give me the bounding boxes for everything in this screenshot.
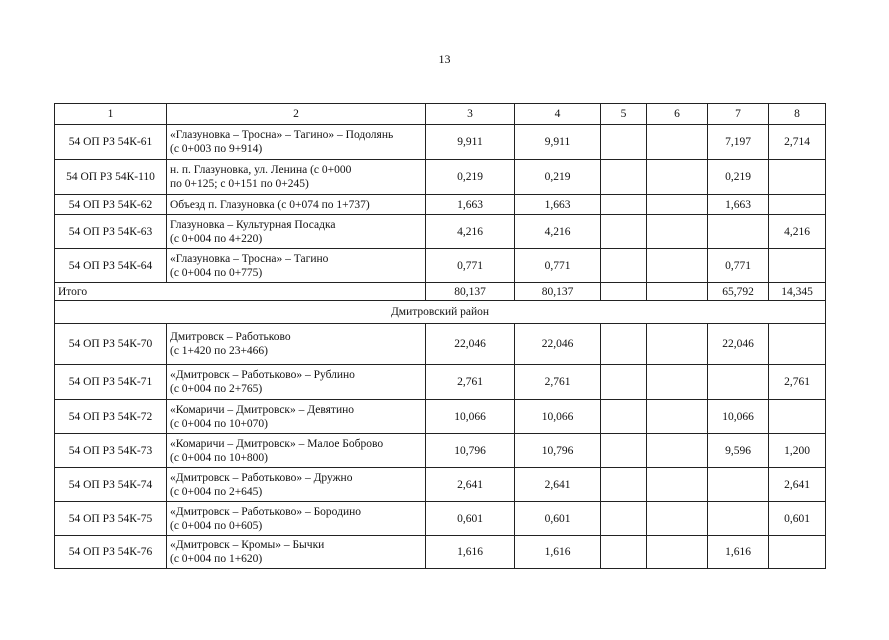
table-row <box>55 215 826 249</box>
road-name-line: «Дмитровск – Кромы» – Бычки <box>170 539 325 551</box>
road-name <box>167 125 426 160</box>
road-name-line: (с 0+004 по 0+775) <box>170 266 263 279</box>
value-cell-6 <box>647 365 708 400</box>
road-name-line: (с 0+004 по 1+620) <box>170 553 263 565</box>
value-cell-5 <box>601 249 647 283</box>
road-name <box>167 249 426 283</box>
road-name-line: Глазуновка – Культурная Посадка <box>170 218 336 231</box>
table-row <box>55 400 826 434</box>
value-cell-4: 9,911 <box>515 125 601 160</box>
value-cell-8: 1,200 <box>769 434 826 468</box>
value-cell-5 <box>601 468 647 502</box>
road-name-line: «Дмитровск – Работьково» – Рублино <box>170 369 355 381</box>
road-name <box>167 195 426 215</box>
total-value-3: 80,137 <box>426 283 515 301</box>
road-name <box>167 215 426 249</box>
value-cell-7 <box>708 215 769 249</box>
road-name-line: н. п. Глазуновка, ул. Ленина (с 0+000 <box>170 164 352 176</box>
road-name <box>167 536 426 569</box>
value-cell-8: 2,761 <box>769 365 826 400</box>
table-row <box>55 468 826 502</box>
total-value-7: 65,792 <box>708 283 769 301</box>
road-name-line: «Глазуновка – Тросна» – Тагино <box>170 252 329 265</box>
value-cell-5 <box>601 434 647 468</box>
value-cell-3: 1,616 <box>426 536 515 569</box>
column-header: 8 <box>769 104 826 125</box>
value-cell-8 <box>769 160 826 195</box>
value-cell-7: 9,596 <box>708 434 769 468</box>
total-value-4: 80,137 <box>515 283 601 301</box>
road-name-line: (с 0+004 по 0+605) <box>170 519 263 532</box>
value-cell-3: 4,216 <box>426 215 515 249</box>
road-code: 54 ОП РЗ 54К-71 <box>55 365 167 400</box>
value-cell-3: 9,911 <box>426 125 515 160</box>
value-cell-8 <box>769 536 826 569</box>
total-value-5 <box>601 283 647 301</box>
road-code: 54 ОП РЗ 54К-72 <box>55 400 167 434</box>
column-header: 6 <box>647 104 708 125</box>
table-row <box>55 125 826 160</box>
column-header: 3 <box>426 104 515 125</box>
road-code: 54 ОП РЗ 54К-62 <box>55 195 167 215</box>
road-name <box>167 160 426 195</box>
value-cell-3: 10,796 <box>426 434 515 468</box>
value-cell-8: 4,216 <box>769 215 826 249</box>
roads-table <box>54 103 826 569</box>
total-row <box>55 283 826 301</box>
road-name-line: (с 0+004 по 10+800) <box>170 451 269 464</box>
value-cell-4: 2,641 <box>515 468 601 502</box>
road-name-line: (с 0+004 по 2+765) <box>170 383 263 395</box>
header-row <box>55 104 826 125</box>
value-cell-5 <box>601 160 647 195</box>
value-cell-7: 1,663 <box>708 195 769 215</box>
value-cell-7: 1,616 <box>708 536 769 569</box>
value-cell-6 <box>647 249 708 283</box>
road-name <box>167 400 426 434</box>
value-cell-4: 0,771 <box>515 249 601 283</box>
table-row <box>55 502 826 536</box>
road-code: 54 ОП РЗ 54К-64 <box>55 249 167 283</box>
road-name-line: (с 0+003 по 9+914) <box>170 143 263 155</box>
value-cell-4: 1,663 <box>515 195 601 215</box>
value-cell-8: 0,601 <box>769 502 826 536</box>
value-cell-7: 22,046 <box>708 324 769 365</box>
value-cell-7 <box>708 365 769 400</box>
road-name-line: Дмитровск – Работьково <box>170 331 291 343</box>
value-cell-4: 10,066 <box>515 400 601 434</box>
road-name <box>167 434 426 468</box>
district-heading: Дмитровский район <box>55 301 826 324</box>
value-cell-6 <box>647 195 708 215</box>
road-name-line: «Дмитровск – Работьково» – Дружно <box>170 471 353 484</box>
table-row <box>55 249 826 283</box>
value-cell-5 <box>601 195 647 215</box>
value-cell-8 <box>769 249 826 283</box>
road-name-line: Объезд п. Глазуновка (с 0+074 по 1+737) <box>170 198 370 211</box>
value-cell-4: 1,616 <box>515 536 601 569</box>
road-name-line: «Дмитровск – Работьково» – Бородино <box>170 505 362 518</box>
district-row <box>55 301 826 324</box>
road-name-line: (с 0+004 по 4+220) <box>170 232 263 245</box>
column-header: 4 <box>515 104 601 125</box>
value-cell-4: 22,046 <box>515 324 601 365</box>
value-cell-4: 0,601 <box>515 502 601 536</box>
road-name <box>167 468 426 502</box>
table-row <box>55 365 826 400</box>
road-code: 54 ОП РЗ 54К-110 <box>55 160 167 195</box>
road-code: 54 ОП РЗ 54К-70 <box>55 324 167 365</box>
value-cell-8 <box>769 195 826 215</box>
value-cell-3: 10,066 <box>426 400 515 434</box>
value-cell-3: 0,219 <box>426 160 515 195</box>
value-cell-7: 10,066 <box>708 400 769 434</box>
value-cell-3: 22,046 <box>426 324 515 365</box>
value-cell-6 <box>647 125 708 160</box>
value-cell-7: 7,197 <box>708 125 769 160</box>
value-cell-6 <box>647 215 708 249</box>
road-code: 54 ОП РЗ 54К-73 <box>55 434 167 468</box>
value-cell-5 <box>601 536 647 569</box>
table-row <box>55 434 826 468</box>
column-header: 1 <box>55 104 167 125</box>
total-label: Итого <box>55 283 426 301</box>
value-cell-3: 1,663 <box>426 195 515 215</box>
road-code: 54 ОП РЗ 54К-63 <box>55 215 167 249</box>
value-cell-8 <box>769 324 826 365</box>
value-cell-6 <box>647 324 708 365</box>
column-header: 7 <box>708 104 769 125</box>
road-name-line: (с 0+004 по 10+070) <box>170 417 269 430</box>
road-name <box>167 502 426 536</box>
value-cell-5 <box>601 400 647 434</box>
value-cell-6 <box>647 502 708 536</box>
road-code: 54 ОП РЗ 54К-75 <box>55 502 167 536</box>
road-name-line: «Комаричи – Дмитровск» – Девятино <box>170 403 355 416</box>
value-cell-6 <box>647 160 708 195</box>
column-header: 5 <box>601 104 647 125</box>
road-name-line: по 0+125; с 0+151 по 0+245) <box>170 178 309 190</box>
value-cell-5 <box>601 324 647 365</box>
value-cell-8 <box>769 400 826 434</box>
value-cell-5 <box>601 502 647 536</box>
table-row <box>55 536 826 569</box>
value-cell-3: 0,771 <box>426 249 515 283</box>
value-cell-4: 4,216 <box>515 215 601 249</box>
value-cell-6 <box>647 468 708 502</box>
value-cell-5 <box>601 365 647 400</box>
value-cell-3: 2,761 <box>426 365 515 400</box>
value-cell-4: 0,219 <box>515 160 601 195</box>
value-cell-3: 2,641 <box>426 468 515 502</box>
value-cell-4: 10,796 <box>515 434 601 468</box>
value-cell-3: 0,601 <box>426 502 515 536</box>
road-name <box>167 324 426 365</box>
page-number: 13 <box>438 52 451 66</box>
column-header: 2 <box>167 104 426 125</box>
table-row <box>55 195 826 215</box>
total-value-6 <box>647 283 708 301</box>
value-cell-7: 0,219 <box>708 160 769 195</box>
road-name-line: «Глазуновка – Тросна» – Тагино» – Подолянь <box>170 129 394 141</box>
value-cell-5 <box>601 125 647 160</box>
value-cell-8: 2,714 <box>769 125 826 160</box>
road-name-line: (с 1+420 по 23+466) <box>170 345 269 357</box>
value-cell-7 <box>708 468 769 502</box>
value-cell-7 <box>708 502 769 536</box>
value-cell-7: 0,771 <box>708 249 769 283</box>
total-value-8: 14,345 <box>769 283 826 301</box>
value-cell-6 <box>647 536 708 569</box>
value-cell-4: 2,761 <box>515 365 601 400</box>
road-name-line: (с 0+004 по 2+645) <box>170 485 263 498</box>
road-name-line: «Комаричи – Дмитровск» – Малое Боброво <box>170 437 384 450</box>
road-name <box>167 365 426 400</box>
road-code: 54 ОП РЗ 54К-76 <box>55 536 167 569</box>
table-row <box>55 160 826 195</box>
road-code: 54 ОП РЗ 54К-74 <box>55 468 167 502</box>
value-cell-5 <box>601 215 647 249</box>
value-cell-6 <box>647 434 708 468</box>
value-cell-8: 2,641 <box>769 468 826 502</box>
road-code: 54 ОП РЗ 54К-61 <box>55 125 167 160</box>
value-cell-6 <box>647 400 708 434</box>
table-row <box>55 324 826 365</box>
